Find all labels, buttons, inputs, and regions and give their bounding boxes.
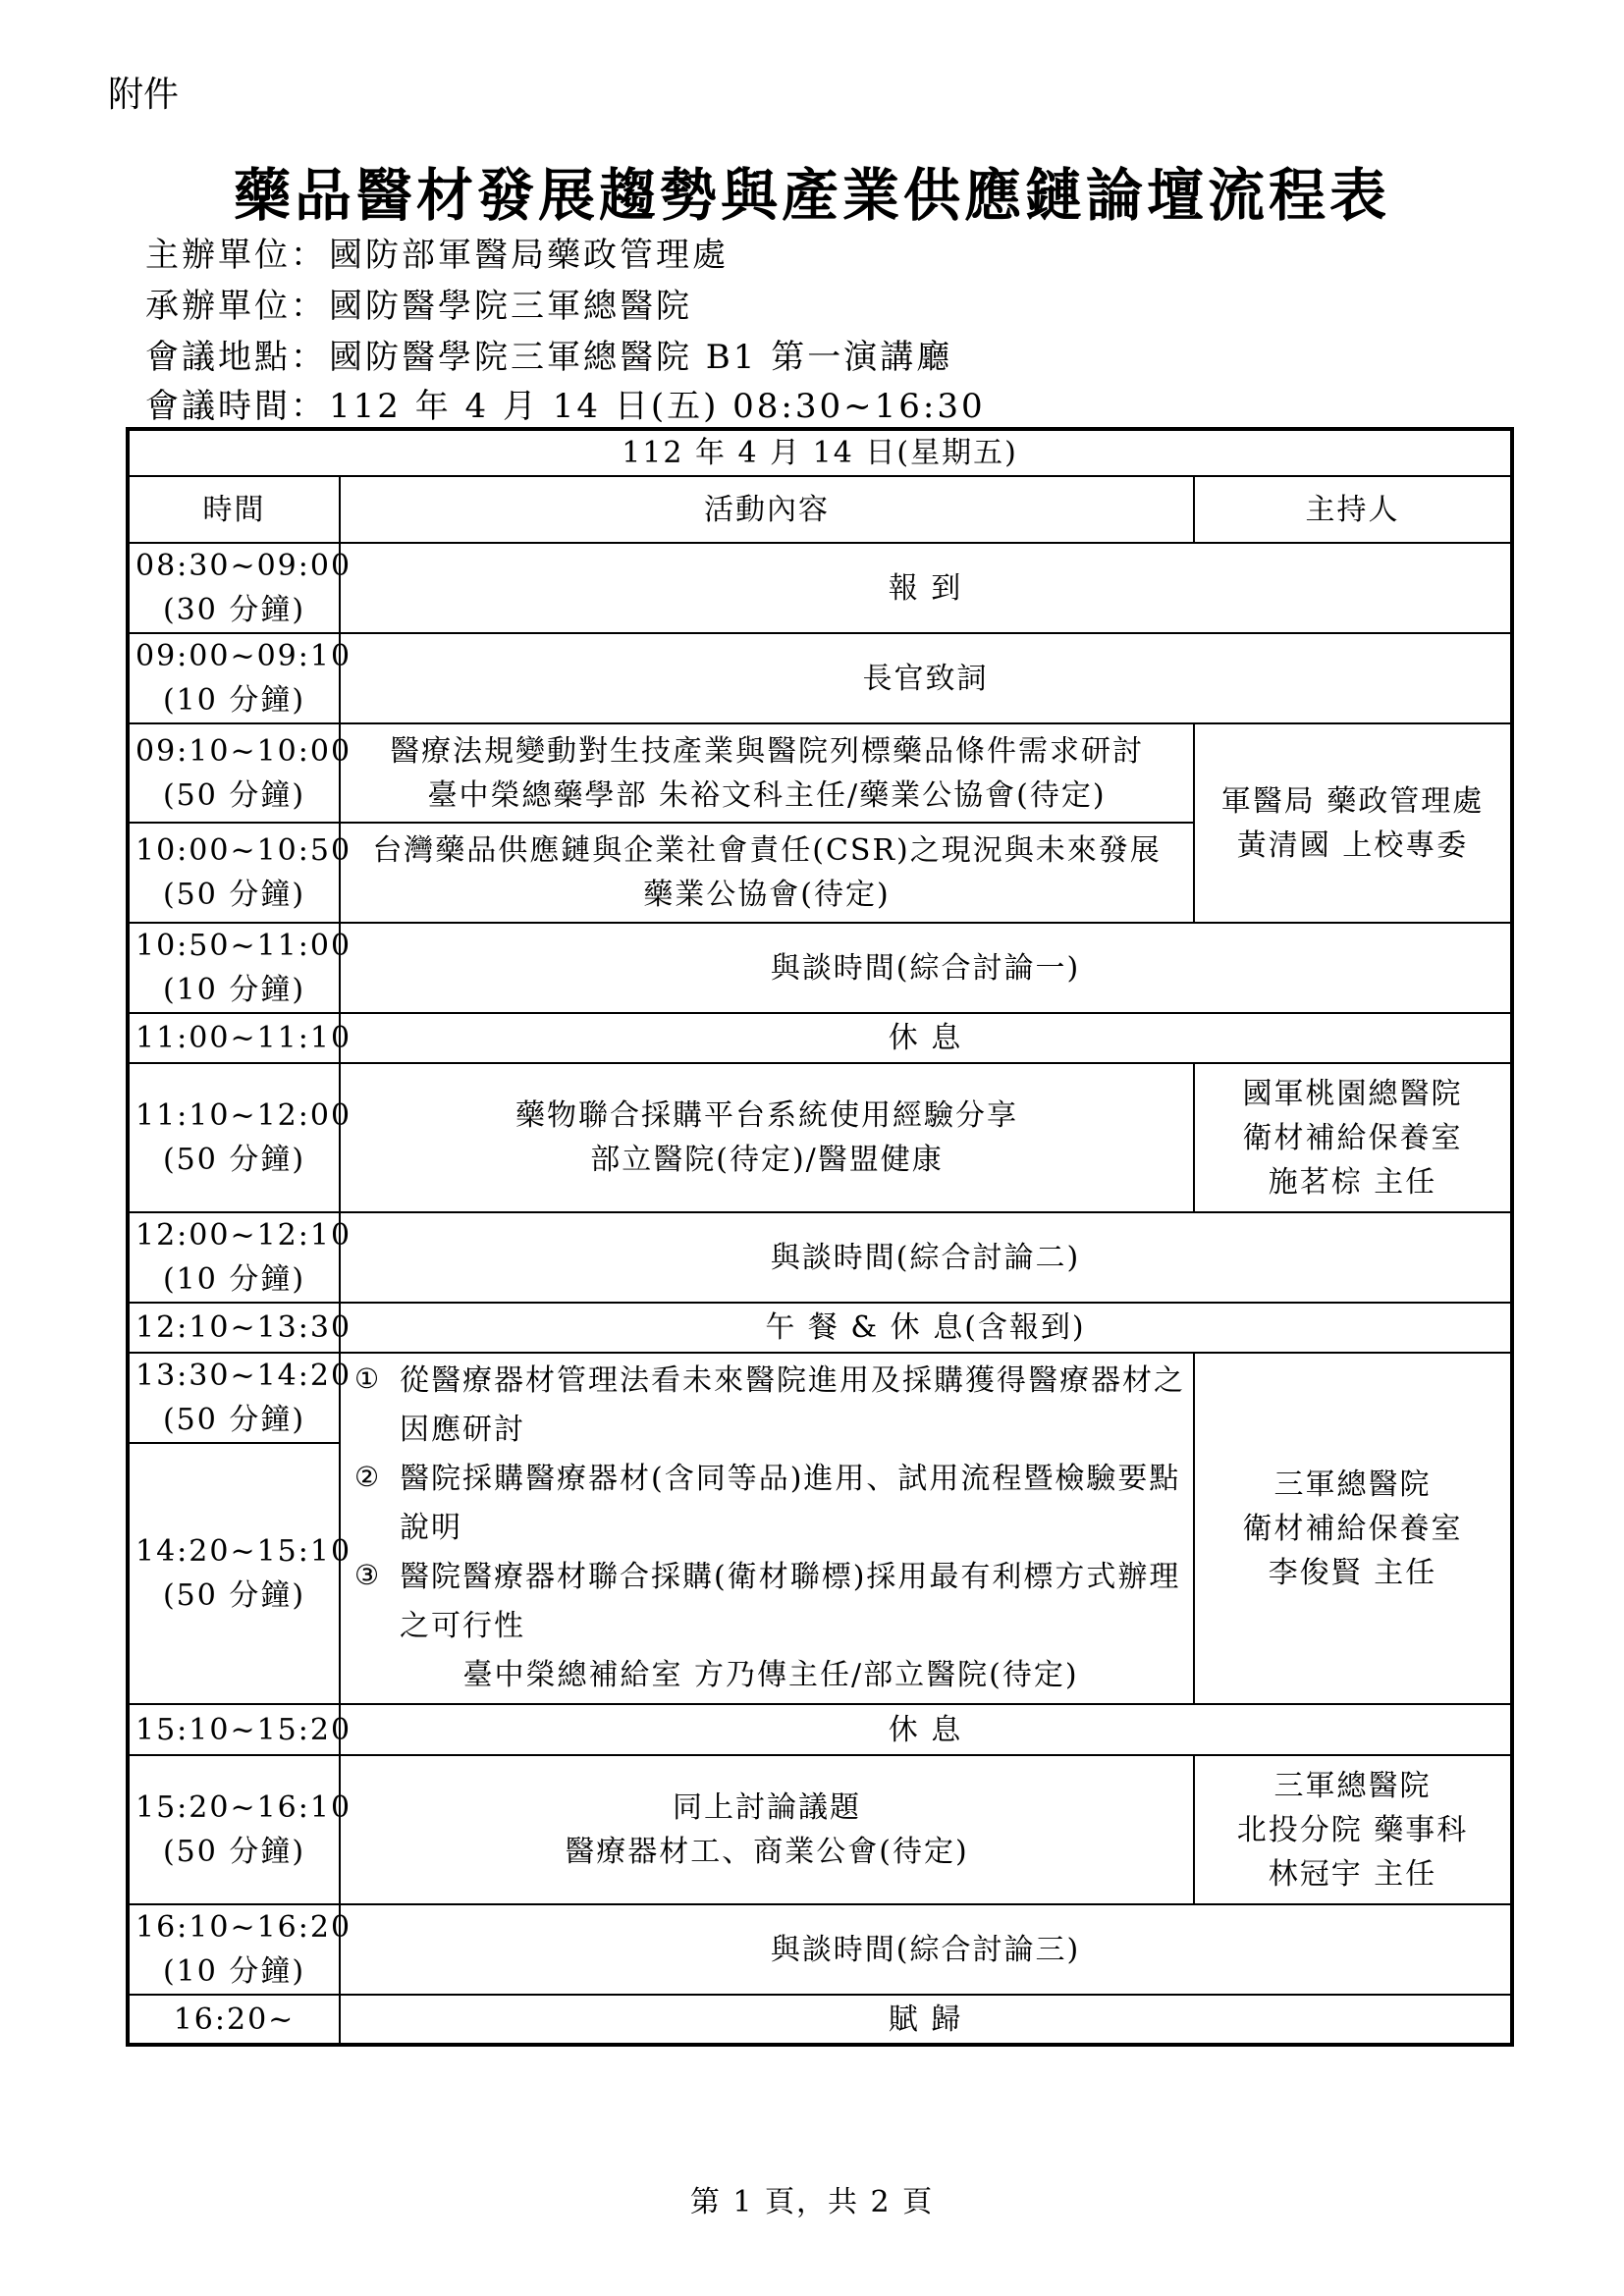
host-line: 軍醫局 藥政管理處 [1220, 783, 1485, 819]
date-row [128, 429, 1512, 476]
activity-cell: 休 息 [340, 1704, 1512, 1755]
activity-cell [340, 723, 1194, 823]
item-text: 醫院醫療器材聯合採購(衛材聯標)採用最有利標方式辦理之可行性 [400, 1560, 1181, 1643]
time-cell [128, 1755, 352, 1904]
host-line: 北投分院 藥事科 [1236, 1812, 1469, 1847]
time-cell [128, 1063, 352, 1212]
duration: (10 分鐘) [162, 973, 306, 1007]
time-range: 08:30~09:00 [135, 549, 352, 583]
time-cell [128, 1904, 352, 1995]
page-title: 藥品醫材發展趨勢與產業供應鏈論壇流程表 [233, 162, 1390, 229]
speaker: 藥業公協會(待定) [643, 878, 891, 912]
header-host: 主持人 [1194, 476, 1512, 543]
host-line: 衛材補給保養室 [1242, 1120, 1463, 1155]
item-number: ① [354, 1362, 382, 1395]
table-row [128, 1755, 1512, 1904]
table-row [128, 1904, 1512, 1995]
venue-label: 會議地點： [145, 338, 327, 377]
speaker: 臺中榮總補給室 方乃傳主任/部立醫院(待定) [462, 1658, 1079, 1692]
speaker: 臺中榮總藥學部 朱裕文科主任/藥業公協會(待定) [427, 777, 1107, 813]
time-cell [128, 633, 352, 723]
topic: 台灣藥品供應鏈與企業社會責任(CSR)之現況與未來發展 [372, 833, 1162, 868]
agenda-item [354, 1455, 1187, 1553]
item-number: ③ [354, 1559, 382, 1591]
host-line: 三軍總醫院 [1273, 1768, 1432, 1803]
duration: (30 分鐘) [162, 593, 306, 627]
table-row [128, 1013, 1512, 1063]
time-cell [128, 1303, 352, 1353]
time-range: 16:20~ [173, 2002, 296, 2037]
table-row [128, 633, 1512, 723]
table-row [128, 543, 1512, 633]
host-line: 林冠宇 主任 [1268, 1856, 1437, 1892]
activity-cell: 與談時間(綜合討論三) [340, 1904, 1512, 1995]
time-range: 09:00~09:10 [135, 639, 352, 673]
host-cell [1194, 1063, 1512, 1212]
agenda-item [354, 1553, 1187, 1651]
header-content: 活動內容 [340, 476, 1194, 543]
activity-cell: 與談時間(綜合討論二) [340, 1212, 1512, 1303]
time-range: 13:30~14:20 [135, 1359, 352, 1393]
time-range: 15:10~15:20 [135, 1712, 352, 1747]
duration: (10 分鐘) [162, 1262, 306, 1297]
meeting-time-line [145, 379, 986, 427]
activity-cell: 報 到 [340, 543, 1512, 633]
organizer-value: 國防部軍醫局藥政管理處 [329, 236, 729, 275]
speaker: 部立醫院(待定)/醫盟健康 [590, 1143, 944, 1177]
time-range: 10:00~10:50 [135, 833, 352, 868]
table-row [128, 1212, 1512, 1303]
schedule-table [126, 427, 1514, 2047]
time-range: 12:00~12:10 [135, 1218, 352, 1253]
co-organizer-label: 承辦單位： [145, 287, 327, 326]
time-cell [128, 1443, 352, 1704]
table-date: 112 年 4 月 14 日(星期五) [128, 429, 1512, 476]
organizer-line [145, 228, 729, 276]
venue-line [145, 330, 952, 378]
item-text: 醫院採購醫療器材(含同等品)進用、試用流程暨檢驗要點說明 [400, 1462, 1181, 1545]
time-range: 10:50~11:00 [135, 929, 352, 963]
activity-cell: 與談時間(綜合討論一) [340, 923, 1512, 1013]
topic: 同上討論議題 [673, 1790, 861, 1825]
time-range: 15:20~16:10 [135, 1790, 352, 1825]
time-cell [128, 1013, 352, 1063]
host-cell [1194, 1353, 1512, 1704]
time-cell [128, 543, 352, 633]
speaker: 醫療器材工、商業公會(待定) [565, 1835, 969, 1869]
table-row [128, 723, 1512, 823]
table-row [128, 1063, 1512, 1212]
duration: (50 分鐘) [162, 1403, 306, 1437]
page-number: 第 1 頁，共 2 頁 [689, 2185, 935, 2219]
time-cell [128, 923, 352, 1013]
table-row [128, 1303, 1512, 1353]
activity-cell [340, 823, 1194, 923]
duration: (50 分鐘) [162, 1835, 306, 1869]
medical-devices-cell [340, 1353, 1194, 1704]
time-range: 11:00~11:10 [135, 1021, 352, 1055]
duration: (50 分鐘) [162, 1578, 306, 1613]
time-range: 14:20~15:10 [135, 1534, 352, 1569]
time-range: 11:10~12:00 [135, 1098, 352, 1133]
venue-value: 國防醫學院三軍總醫院 B1 第一演講廳 [329, 338, 953, 377]
activity-cell [340, 1063, 1194, 1212]
time-cell [128, 1704, 352, 1755]
duration: (50 分鐘) [162, 1143, 306, 1177]
host-line: 三軍總醫院 [1273, 1467, 1432, 1502]
header-row [128, 476, 1512, 543]
agenda-item [354, 1357, 1187, 1455]
time-cell [128, 1995, 340, 2045]
co-organizer-line [145, 279, 692, 327]
duration: (50 分鐘) [162, 878, 306, 912]
topic: 醫療法規變動對生技產業與醫院列標藥品條件需求研討 [390, 733, 1144, 769]
host-line: 國軍桃園總醫院 [1242, 1076, 1463, 1111]
organizer-label: 主辦單位： [145, 236, 327, 275]
time-cell [128, 723, 352, 823]
table-row [128, 1995, 1512, 2045]
topic: 藥物聯合採購平台系統使用經驗分享 [515, 1098, 1018, 1133]
item-number: ② [354, 1461, 382, 1493]
table-row [128, 1704, 1512, 1755]
meeting-time-value: 112 年 4 月 14 日(五) 08:30~16:30 [329, 387, 986, 426]
item-text: 從醫療器材管理法看未來醫院進用及採購獲得醫療器材之因應研討 [400, 1363, 1185, 1447]
host-line: 衛材補給保養室 [1242, 1511, 1463, 1546]
duration: (10 分鐘) [162, 683, 306, 718]
host-cell [1194, 1755, 1512, 1904]
host-line: 施茗棕 主任 [1268, 1164, 1437, 1200]
activity-cell: 長官致詞 [340, 633, 1512, 723]
time-cell [128, 823, 352, 923]
table-row [128, 1353, 1512, 1443]
header-time: 時間 [128, 476, 340, 543]
meeting-time-label: 會議時間： [145, 387, 327, 426]
table-row [128, 923, 1512, 1013]
time-range: 12:10~13:30 [135, 1310, 352, 1345]
host-cell [1194, 723, 1512, 923]
attachment-label: 附件 [108, 75, 180, 115]
host-line: 黃清國 上校專委 [1236, 828, 1469, 863]
host-line: 李俊賢 主任 [1268, 1555, 1437, 1590]
activity-cell: 休 息 [340, 1013, 1512, 1063]
time-range: 16:10~16:20 [135, 1910, 352, 1945]
time-cell [128, 1212, 352, 1303]
time-range: 09:10~10:00 [135, 733, 352, 769]
co-organizer-value: 國防醫學院三軍總醫院 [329, 287, 692, 326]
activity-cell [340, 1755, 1194, 1904]
activity-cell: 賦 歸 [340, 1995, 1512, 2045]
activity-cell: 午 餐 & 休 息(含報到) [340, 1303, 1512, 1353]
time-cell [128, 1353, 352, 1443]
duration: (50 分鐘) [162, 777, 306, 813]
duration: (10 分鐘) [162, 1954, 306, 1989]
